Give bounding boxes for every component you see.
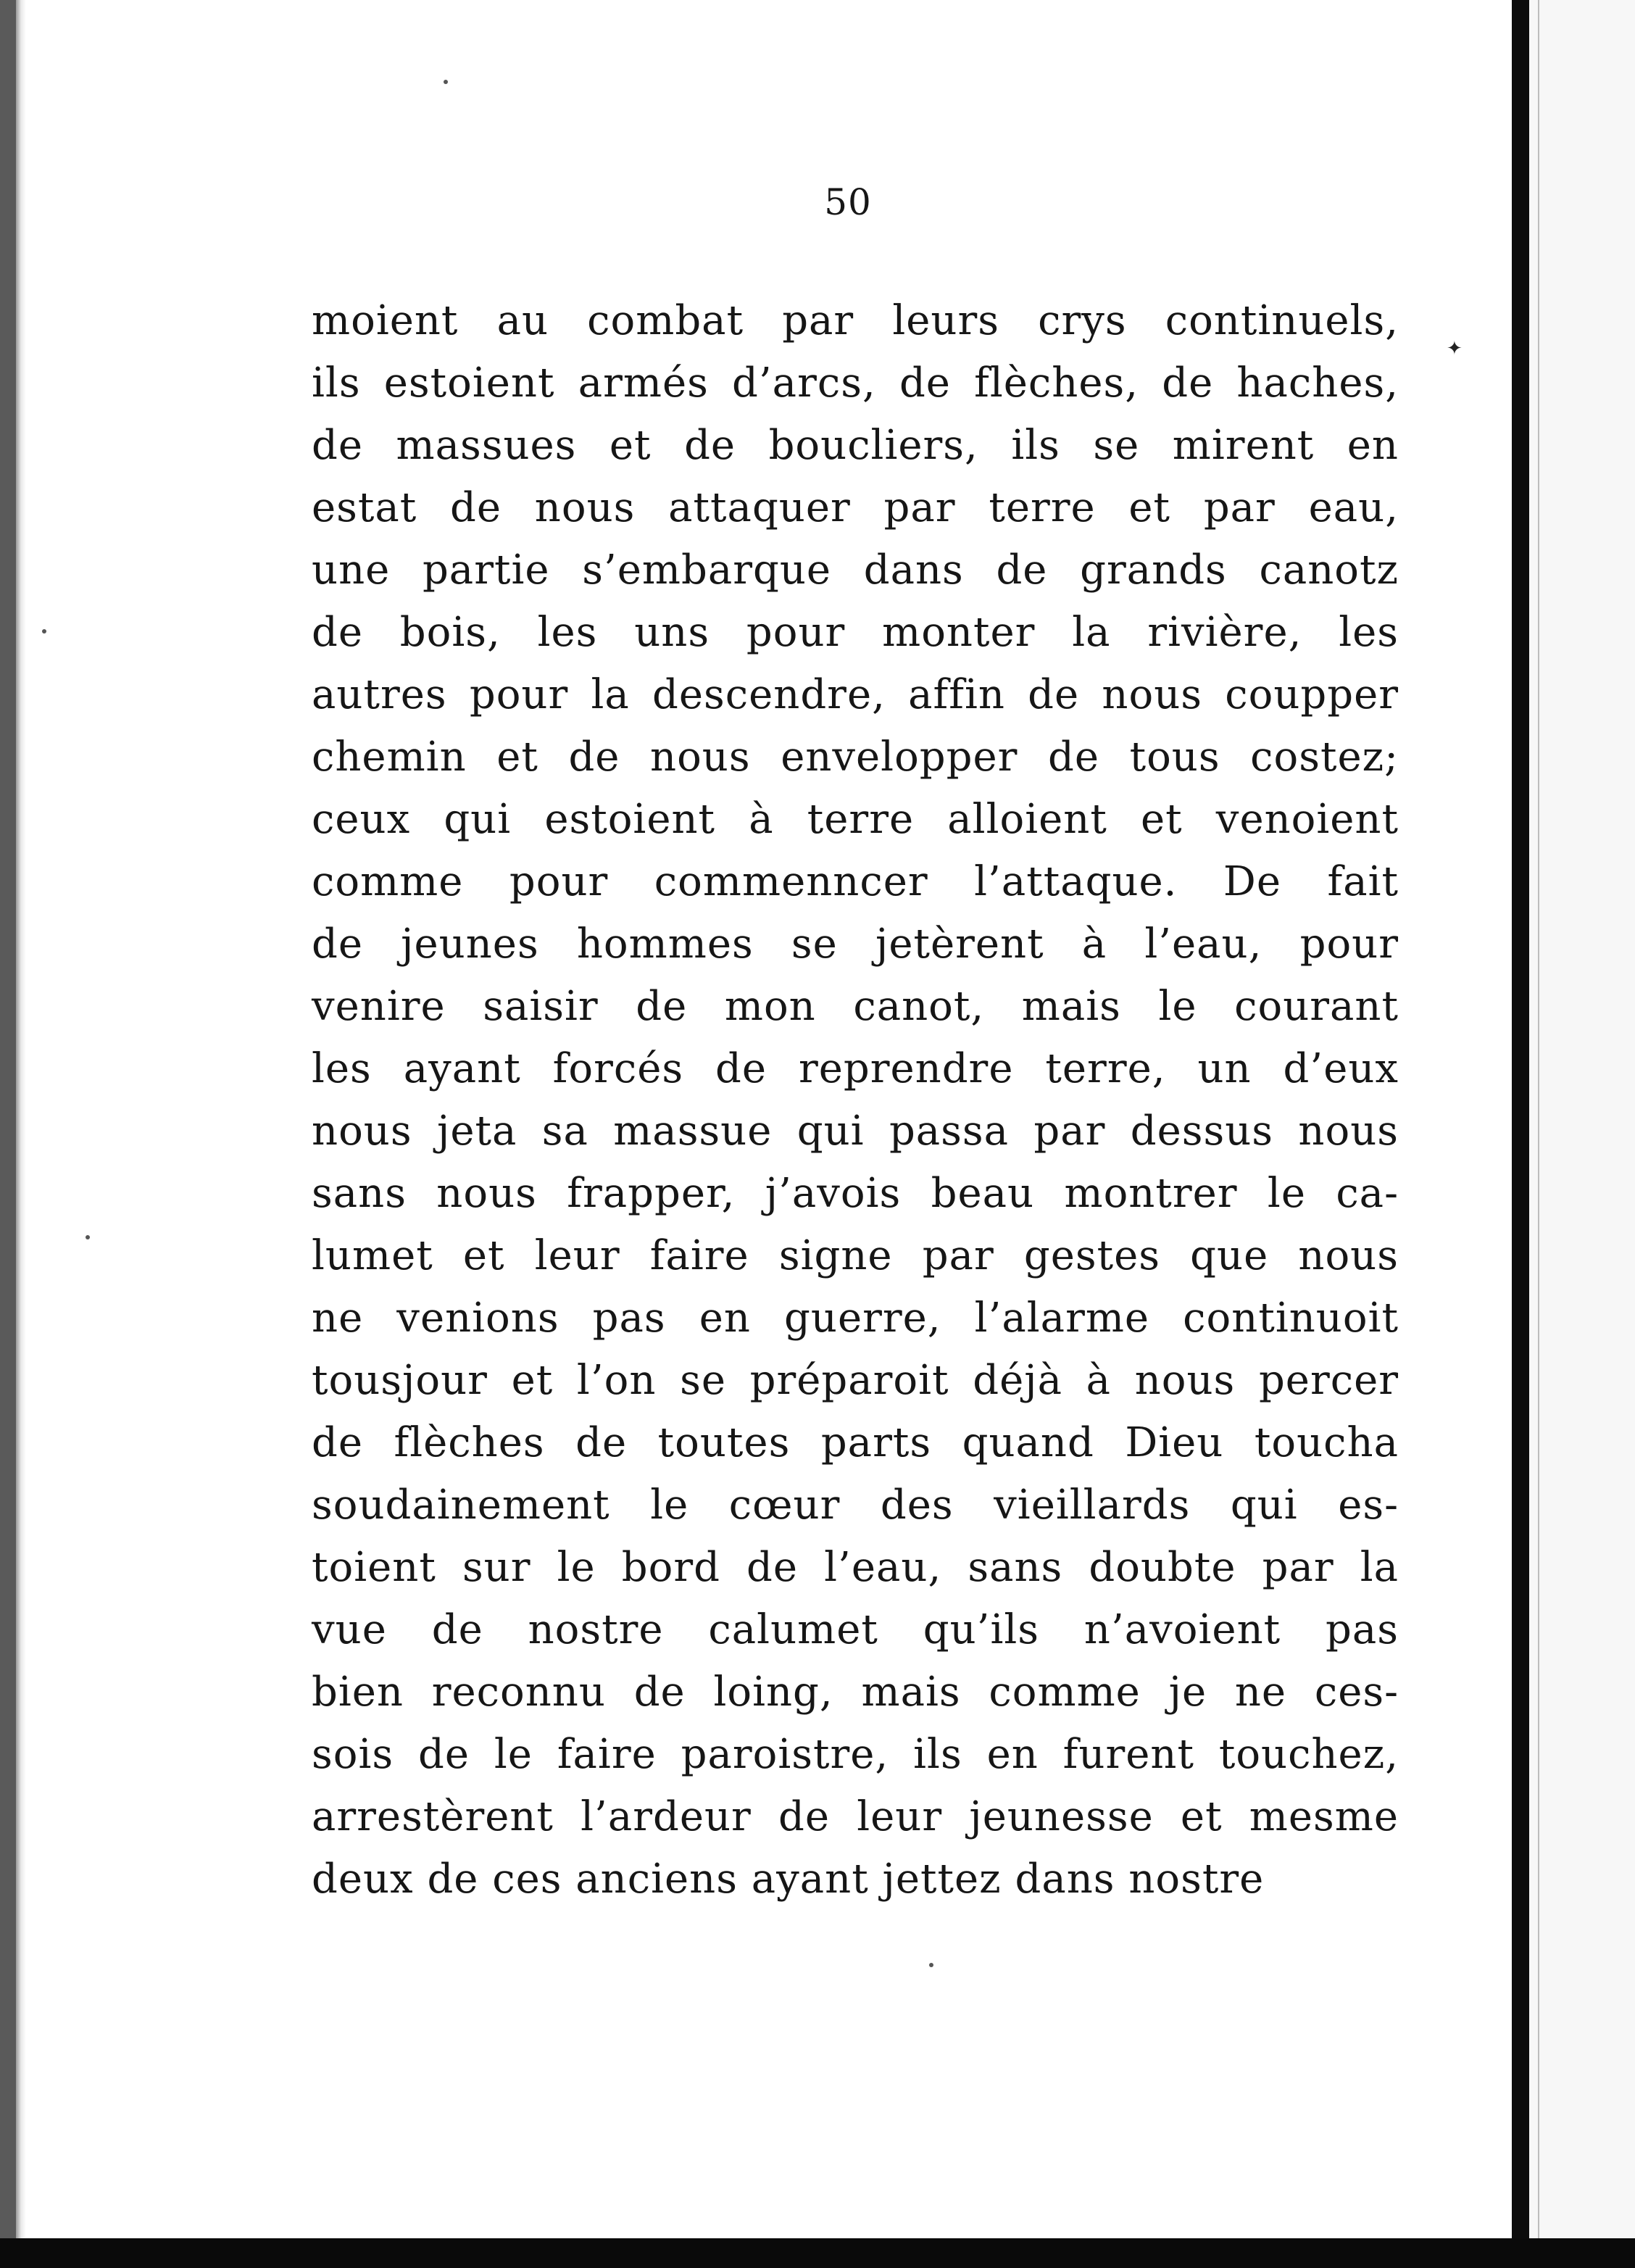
text-line: deux de ces anciens ayant jettez dans nostre [312,1856,1265,1903]
text-line: de jeunes hommes se jetèrent à l’eau, pour [312,921,1399,968]
text-line: venire saisir de mon canot, mais le courant [312,983,1399,1030]
text-line: tousjour et l’on se préparoit déjà à nous percer [312,1357,1399,1404]
text-line: les ayant forcés de reprendre terre, un d’eux [312,1045,1399,1092]
text-line: lumet et leur faire signe par gestes que nous [312,1232,1399,1279]
text-line: estat de nous attaquer par terre et par eau, [312,484,1399,531]
text-line: moient au combat par leurs crys continuels, [312,297,1399,344]
text-line: ils estoient armés d’arcs, de flèches, de haches, [312,360,1399,407]
text-line: nous jeta sa massue qui passa par dessus nous [312,1108,1399,1155]
text-line: sois de le faire paroistre, ils en furent touchez, [312,1731,1399,1778]
text-line: de massues et de boucliers, ils se mirent en [312,422,1399,469]
scan-bottom-border [0,2238,1635,2268]
text-line: ne venions pas en guerre, l’alarme continuoit [312,1295,1399,1342]
page-left-edge-shadow [16,0,26,2268]
ink-speck [444,80,448,84]
text-line: comme pour commenncer l’attaque. De fait [312,858,1399,905]
text-line: vue de nostre calumet qu’ils n’avoient pas [312,1606,1399,1653]
text-line: soudainement le cœur des vieillards qui es- [312,1482,1399,1529]
text-line: toient sur le bord de l’eau, sans doubte par la [312,1544,1399,1591]
text-line: de bois, les uns pour monter la rivière, les [312,609,1399,656]
ink-speck [42,629,46,634]
facing-page-fold-line [1538,0,1539,2238]
text-line: de flèches de toutes parts quand Dieu toucha [312,1419,1399,1466]
book-spine-edge [1512,0,1529,2238]
page-number: 50 [824,181,872,223]
ink-speck [86,1235,90,1239]
text-line: bien reconnu de loing, mais comme je ne ces- [312,1669,1399,1716]
text-line: une partie s’embarque dans de grands canotz [312,547,1399,594]
body-text [312,290,1399,1911]
text-line: autres pour la descendre, affin de nous coupper [312,671,1399,718]
ink-speck [929,1963,933,1967]
scan-left-gutter [0,0,16,2268]
ink-mark: ✦ [1447,338,1463,360]
text-line: chemin et de nous envelopper de tous costez; [312,734,1399,781]
text-line: sans nous frapper, j’avois beau montrer le ca- [312,1170,1399,1217]
text-line: arrestèrent l’ardeur de leur jeunesse et mesme [312,1793,1399,1840]
text-line: ceux qui estoient à terre alloient et venoient [312,796,1399,843]
facing-page-edge [1529,0,1635,2238]
